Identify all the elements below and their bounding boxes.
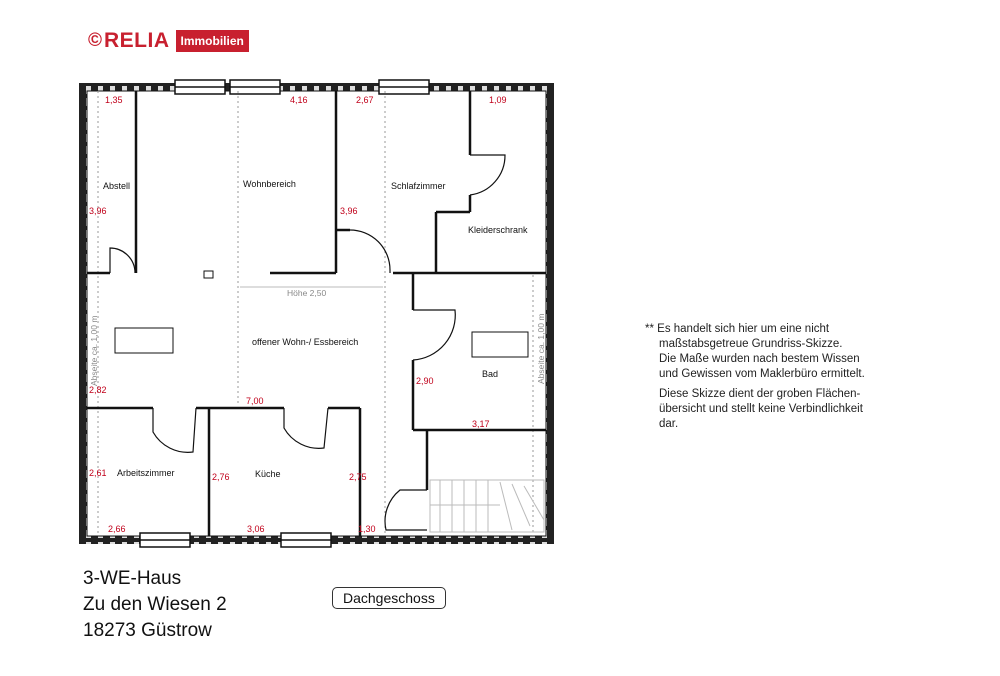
logo-brand: RELIA: [104, 29, 170, 52]
copyright-symbol: ©: [88, 30, 102, 51]
dimension-label: 7,00: [246, 396, 264, 406]
dimension-label: 2,75: [349, 472, 367, 482]
abseite-right-annotation: Abseite ca. 1,00 m: [536, 313, 546, 384]
address-line-2: Zu den Wiesen 2: [83, 594, 227, 615]
note-line: und Gewissen vom Maklerbüro ermittelt.: [659, 368, 865, 380]
dimension-label: 4,16: [290, 95, 308, 105]
note-line: übersicht und stellt keine Verbindlichkeit: [659, 403, 863, 415]
dimension-label: 1,30: [358, 524, 376, 534]
dimension-label: 3,17: [472, 419, 490, 429]
dimension-label: 2,76: [212, 472, 230, 482]
logo-tagline: Immobilien: [176, 30, 249, 52]
dimension-label: 3,06: [247, 524, 265, 534]
note-line: dar.: [659, 418, 679, 430]
dimension-label: 3,96: [89, 206, 107, 216]
note-line: maßstabsgetreue Grundriss-Skizze.: [659, 338, 843, 350]
dimension-label: 1,09: [489, 95, 507, 105]
room-abstell: Abstell: [103, 181, 131, 191]
room-bad: Bad: [482, 369, 499, 379]
address-block: [83, 566, 227, 644]
room-wohn-essbereich: offener Wohn-/ Essbereich: [252, 337, 359, 347]
room-wohnbereich: Wohnbereich: [243, 179, 296, 189]
dimension-label: 2,67: [356, 95, 374, 105]
room-kueche: Küche: [255, 469, 281, 479]
room-kleiderschrank: Kleiderschrank: [468, 225, 528, 235]
staircase: [430, 480, 544, 532]
windows: [140, 80, 429, 547]
room-schlafzimmer: Schlafzimmer: [391, 181, 446, 191]
room-arbeitszimmer: Arbeitszimmer: [117, 468, 175, 478]
note-line: Die Maße wurden nach bestem Wissen: [659, 353, 860, 365]
address-line-3: 18273 Güstrow: [83, 620, 212, 641]
height-annotation: Höhe 2,50: [287, 288, 327, 298]
dimension-label: 2,66: [108, 524, 126, 534]
disclaimer-note: [645, 322, 865, 432]
note-line: Diese Skizze dient der groben Flächen-: [659, 388, 861, 400]
note-line: ** Es handelt sich hier um eine nicht: [645, 323, 830, 335]
dimension-label: 2,82: [89, 385, 107, 395]
dimension-label: 2,90: [416, 376, 434, 386]
dimension-label: 3,96: [340, 206, 358, 216]
address-line-1: 3-WE-Haus: [83, 568, 182, 589]
abseite-left-annotation: Abseite ca. 1,00 m: [89, 315, 99, 386]
floor-label: Dachgeschoss: [332, 587, 446, 609]
dimension-label: 2,61: [89, 468, 107, 478]
dimension-label: 1,35: [105, 95, 123, 105]
